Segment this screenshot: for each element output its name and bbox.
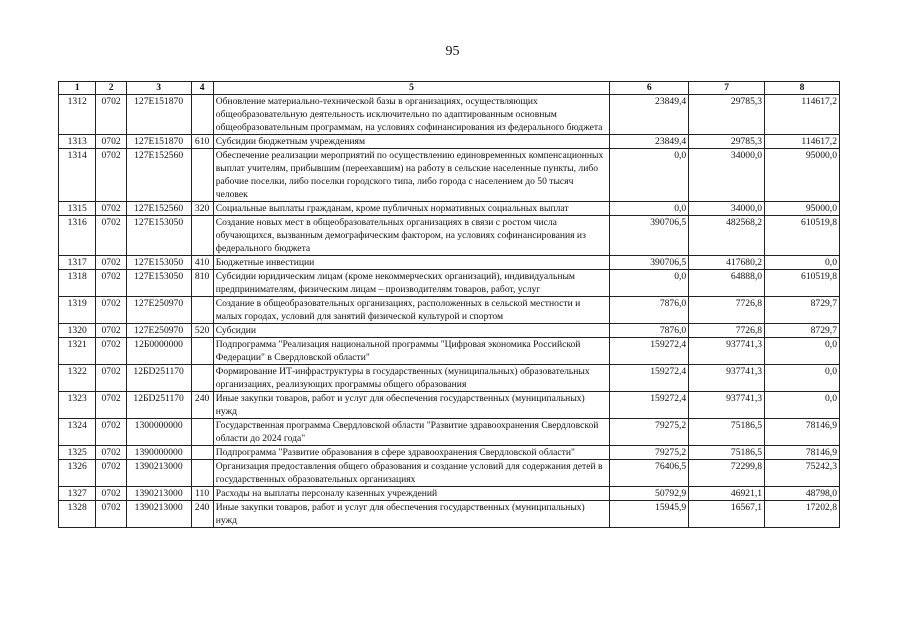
section-code: 0702 <box>96 338 126 365</box>
amount-col6: 7876,0 <box>610 297 689 324</box>
amount-col6: 159272,4 <box>610 365 689 392</box>
row-description: Создание в общеобразовательных организациях, расположенных в сельской местности и малых городах, условий для занятий физической культурой и спортом <box>213 297 610 324</box>
target-code: 12Б0000000 <box>126 338 191 365</box>
expense-type: 520 <box>191 324 213 338</box>
amount-col6: 390706,5 <box>610 256 689 270</box>
column-header: 6 <box>610 82 689 95</box>
table-row <box>59 216 840 256</box>
row-description: Бюджетные инвестиции <box>213 256 610 270</box>
table-row <box>59 270 840 297</box>
target-code: 12БD251170 <box>126 392 191 419</box>
section-code: 0702 <box>96 256 126 270</box>
amount-col8: 8729,7 <box>765 297 840 324</box>
target-code: 127E250970 <box>126 297 191 324</box>
row-description: Создание новых мест в общеобразовательных организациях в связи с ростом числа обучающихся, вызванным демографическим фактором, на условиях софинансирования из федерального бюджета <box>213 216 610 256</box>
column-header: 4 <box>191 82 213 95</box>
amount-col8: 0,0 <box>765 392 840 419</box>
target-code: 1390213000 <box>126 460 191 487</box>
page-number: 95 <box>445 44 460 59</box>
expense-type <box>191 216 213 256</box>
row-number: 1325 <box>59 446 96 460</box>
amount-col8: 95000,0 <box>765 149 840 202</box>
amount-col7: 937741,3 <box>689 338 765 365</box>
amount-col8: 17202,8 <box>765 501 840 528</box>
amount-col6: 15945,9 <box>610 501 689 528</box>
amount-col7: 34000,0 <box>689 202 765 216</box>
expense-type: 410 <box>191 256 213 270</box>
amount-col7: 7726,8 <box>689 324 765 338</box>
column-header: 5 <box>213 82 610 95</box>
target-code: 127E151870 <box>126 95 191 135</box>
table-row <box>59 256 840 270</box>
amount-col7: 72299,8 <box>689 460 765 487</box>
row-number: 1327 <box>59 487 96 501</box>
target-code: 1390213000 <box>126 487 191 501</box>
expense-type: 240 <box>191 392 213 419</box>
target-code: 127E152560 <box>126 202 191 216</box>
amount-col8: 0,0 <box>765 338 840 365</box>
amount-col7: 937741,3 <box>689 392 765 419</box>
target-code: 127E151870 <box>126 135 191 149</box>
expense-type <box>191 297 213 324</box>
expense-type <box>191 95 213 135</box>
section-code: 0702 <box>96 365 126 392</box>
section-code: 0702 <box>96 270 126 297</box>
amount-col6: 23849,4 <box>610 135 689 149</box>
section-code: 0702 <box>96 446 126 460</box>
amount-col6: 390706,5 <box>610 216 689 256</box>
target-code: 1300000000 <box>126 419 191 446</box>
target-code: 1390213000 <box>126 501 191 528</box>
section-code: 0702 <box>96 216 126 256</box>
table-row <box>59 446 840 460</box>
table-row <box>59 338 840 365</box>
row-description: Подпрограмма "Реализация национальной программы "Цифровая экономика Российской Федерации" в Свердловской области" <box>213 338 610 365</box>
row-number: 1313 <box>59 135 96 149</box>
target-code: 1390000000 <box>126 446 191 460</box>
expense-type <box>191 338 213 365</box>
section-code: 0702 <box>96 392 126 419</box>
amount-col6: 23849,4 <box>610 95 689 135</box>
row-description: Организация предоставления общего образования и создание условий для содержания детей в государственных образовательных организациях <box>213 460 610 487</box>
row-number: 1320 <box>59 324 96 338</box>
expense-type: 110 <box>191 487 213 501</box>
expense-type <box>191 365 213 392</box>
amount-col6: 7876,0 <box>610 324 689 338</box>
row-description: Субсидии бюджетным учреждениям <box>213 135 610 149</box>
amount-col6: 159272,4 <box>610 338 689 365</box>
expense-type: 810 <box>191 270 213 297</box>
row-number: 1316 <box>59 216 96 256</box>
amount-col6: 0,0 <box>610 202 689 216</box>
amount-col6: 76406,5 <box>610 460 689 487</box>
column-header: 7 <box>689 82 765 95</box>
section-code: 0702 <box>96 135 126 149</box>
amount-col8: 610519,8 <box>765 270 840 297</box>
amount-col7: 16567,1 <box>689 501 765 528</box>
target-code: 127E152560 <box>126 149 191 202</box>
row-number: 1319 <box>59 297 96 324</box>
amount-col7: 64888,0 <box>689 270 765 297</box>
section-code: 0702 <box>96 419 126 446</box>
row-number: 1323 <box>59 392 96 419</box>
expense-type <box>191 149 213 202</box>
amount-col6: 79275,2 <box>610 419 689 446</box>
target-code: 127E250970 <box>126 324 191 338</box>
amount-col6: 50792,9 <box>610 487 689 501</box>
row-description: Иные закупки товаров, работ и услуг для обеспечения государственных (муниципальных) нужд <box>213 392 610 419</box>
amount-col8: 48798,0 <box>765 487 840 501</box>
row-description: Государственная программа Свердловской области "Развитие здравоохранения Свердловской области до 2024 года" <box>213 419 610 446</box>
target-code: 127E153050 <box>126 216 191 256</box>
amount-col8: 610519,8 <box>765 216 840 256</box>
section-code: 0702 <box>96 460 126 487</box>
amount-col6: 0,0 <box>610 270 689 297</box>
table-row <box>59 297 840 324</box>
table-row <box>59 487 840 501</box>
section-code: 0702 <box>96 501 126 528</box>
row-number: 1317 <box>59 256 96 270</box>
amount-col8: 95000,0 <box>765 202 840 216</box>
target-code: 127E153050 <box>126 270 191 297</box>
row-number: 1312 <box>59 95 96 135</box>
column-header: 8 <box>765 82 840 95</box>
row-description: Субсидии <box>213 324 610 338</box>
amount-col8: 0,0 <box>765 256 840 270</box>
expense-type: 240 <box>191 501 213 528</box>
row-number: 1328 <box>59 501 96 528</box>
amount-col7: 29785,3 <box>689 95 765 135</box>
row-description: Обеспечение реализации мероприятий по осуществлению единовременных компенсационных выплат учителям, прибывшим (переехавшим) на работу в сельские населенные пункты, либо рабочие поселки, либо поселки городского типа, либо города с населением до 50 тысяч человек <box>213 149 610 202</box>
section-code: 0702 <box>96 297 126 324</box>
row-number: 1321 <box>59 338 96 365</box>
amount-col7: 937741,3 <box>689 365 765 392</box>
table-row <box>59 392 840 419</box>
amount-col8: 75242,3 <box>765 460 840 487</box>
section-code: 0702 <box>96 487 126 501</box>
amount-col7: 482568,2 <box>689 216 765 256</box>
table-row <box>59 324 840 338</box>
amount-col8: 78146,9 <box>765 446 840 460</box>
section-code: 0702 <box>96 95 126 135</box>
table-row <box>59 149 840 202</box>
amount-col7: 7726,8 <box>689 297 765 324</box>
amount-col8: 114617,2 <box>765 135 840 149</box>
table-row <box>59 460 840 487</box>
table-row <box>59 135 840 149</box>
row-description: Обновление материально-технической базы в организациях, осуществляющих общеобразовательную деятельность исключительно по адаптированным основным общеобразовательным программам, на условиях софинансирования из федерального бюджета <box>213 95 610 135</box>
amount-col7: 75186,5 <box>689 446 765 460</box>
budget-table <box>58 81 840 528</box>
row-number: 1326 <box>59 460 96 487</box>
column-header: 1 <box>59 82 96 95</box>
amount-col8: 8729,7 <box>765 324 840 338</box>
row-description: Субсидии юридическим лицам (кроме некоммерческих организаций), индивидуальным предпринимателям, физическим лицам – производителям товаров, работ, услуг <box>213 270 610 297</box>
row-number: 1324 <box>59 419 96 446</box>
target-code: 127E153050 <box>126 256 191 270</box>
section-code: 0702 <box>96 149 126 202</box>
expense-type: 610 <box>191 135 213 149</box>
row-description: Иные закупки товаров, работ и услуг для обеспечения государственных (муниципальных) нужд <box>213 501 610 528</box>
amount-col8: 78146,9 <box>765 419 840 446</box>
expense-type <box>191 419 213 446</box>
table-row <box>59 95 840 135</box>
column-header: 2 <box>96 82 126 95</box>
amount-col6: 159272,4 <box>610 392 689 419</box>
target-code: 12БD251170 <box>126 365 191 392</box>
row-description: Социальные выплаты гражданам, кроме публичных нормативных социальных выплат <box>213 202 610 216</box>
row-number: 1314 <box>59 149 96 202</box>
row-description: Формирование ИТ-инфраструктуры в государственных (муниципальных) образовательных организациях, реализующих программы общего образования <box>213 365 610 392</box>
expense-type <box>191 446 213 460</box>
row-description: Подпрограмма "Развитие образования в сфере здравоохранения Свердловской области" <box>213 446 610 460</box>
amount-col7: 34000,0 <box>689 149 765 202</box>
table-row <box>59 501 840 528</box>
amount-col7: 29785,3 <box>689 135 765 149</box>
amount-col7: 417680,2 <box>689 256 765 270</box>
table-row <box>59 202 840 216</box>
expense-type <box>191 460 213 487</box>
amount-col6: 79275,2 <box>610 446 689 460</box>
amount-col7: 46921,1 <box>689 487 765 501</box>
header-row <box>59 82 840 95</box>
amount-col8: 0,0 <box>765 365 840 392</box>
column-header: 3 <box>126 82 191 95</box>
section-code: 0702 <box>96 202 126 216</box>
table-row <box>59 419 840 446</box>
amount-col8: 114617,2 <box>765 95 840 135</box>
section-code: 0702 <box>96 324 126 338</box>
amount-col7: 75186,5 <box>689 419 765 446</box>
row-description: Расходы на выплаты персоналу казенных учреждений <box>213 487 610 501</box>
table-row <box>59 365 840 392</box>
row-number: 1315 <box>59 202 96 216</box>
row-number: 1322 <box>59 365 96 392</box>
amount-col6: 0,0 <box>610 149 689 202</box>
row-number: 1318 <box>59 270 96 297</box>
expense-type: 320 <box>191 202 213 216</box>
